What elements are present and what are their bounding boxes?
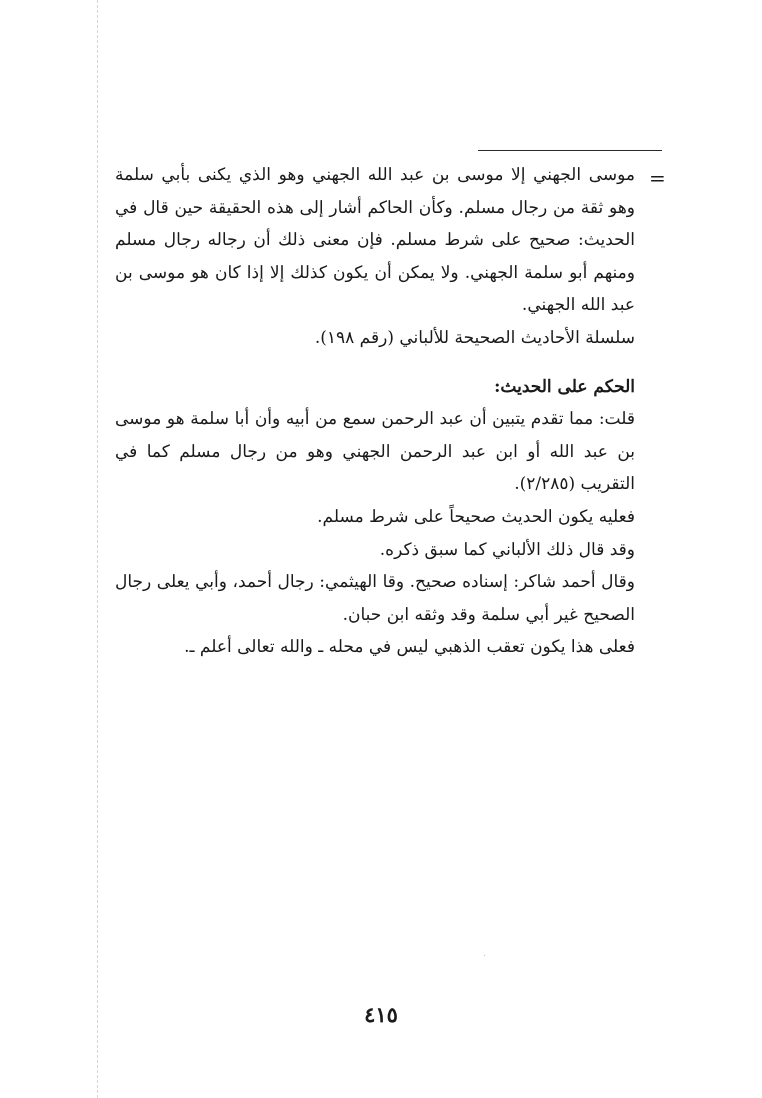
page-number: ٤١٥ bbox=[364, 1002, 398, 1027]
gutter-mark: . bbox=[483, 948, 487, 959]
continuation-mark: = bbox=[649, 166, 666, 190]
page-edge-line bbox=[97, 0, 98, 1098]
footnote-rule bbox=[478, 150, 662, 151]
source-reference: سلسلة الأحاديث الصحيحة للألباني (رقم ١٩٨). bbox=[314, 327, 635, 348]
paragraph-5: فعلى هذا يكون تعقب الذهبي ليس في محله ـ والله تعالى أعلم ـ. bbox=[184, 637, 635, 658]
paragraph-2: فعليه يكون الحديث صحيحاً على شرط مسلم. bbox=[317, 506, 635, 527]
page-body bbox=[115, 159, 635, 664]
footnote-paragraph: موسى الجهني إلا موسى بن عبد الله الجهني وهو الذي يكنى بأبي سلمة وهو ثقة من رجال مسلم. وكأن الحاكم أشار إلى هذه الحقيقة حين قال في الحديث: صحيح على شرط مسلم. فإن معنى ذلك أن رجاله رجال مسلم ومنهم أبو سلمة الجهني. ولا يمكن أن يكون كذلك إلا إذا كان هو موسى بن عبد الله الجهني. bbox=[115, 165, 635, 316]
paragraph-3: وقد قال ذلك الألباني كما سبق ذكره. bbox=[379, 539, 635, 560]
paragraph-4: وقال أحمد شاكر: إسناده صحيح. وقا الهيثمي: رجال أحمد، وأبي يعلى رجال الصحيح غير أبي سلمة وقد وثقه ابن حبان. bbox=[115, 572, 635, 625]
ruling-heading: الحكم على الحديث: bbox=[494, 376, 635, 397]
paragraph-1: قلت: مما تقدم يتبين أن عبد الرحمن سمع من أبيه وأن أبا سلمة هو موسى بن عبد الله أو ابن عبد الرحمن الجهني وهو من رجال مسلم كما في التقريب (٢/٢٨٥). bbox=[115, 409, 635, 495]
